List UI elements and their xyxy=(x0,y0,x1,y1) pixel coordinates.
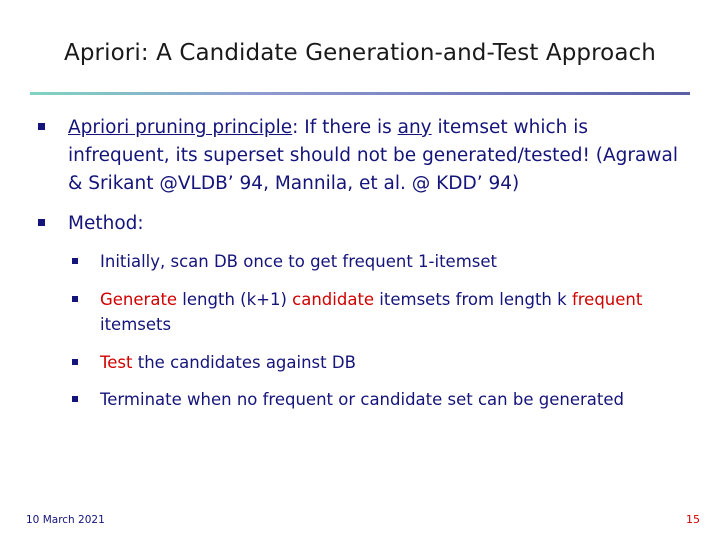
bullet-marker-icon xyxy=(72,296,78,302)
sub-bullet-segment: frequent xyxy=(571,290,643,310)
sub-bullet-item xyxy=(30,351,695,376)
sub-bullet-segment: candidate xyxy=(292,290,375,310)
bullet-marker-icon xyxy=(72,396,78,402)
title-divider xyxy=(30,92,690,95)
bullet-segment: : If there is xyxy=(292,117,398,138)
bullet-item xyxy=(30,210,695,238)
bullet-item xyxy=(30,114,695,198)
sub-bullet-item xyxy=(30,288,695,338)
sub-bullet-segment: length (k+1) xyxy=(177,290,293,310)
sub-bullet-item xyxy=(30,250,695,275)
footer-date: 10 March 2021 xyxy=(26,514,105,526)
sub-bullet-segment: Generate xyxy=(100,290,178,310)
bullet-marker-icon xyxy=(72,359,78,365)
bullet-marker-icon xyxy=(72,258,78,264)
sub-bullet-segment: the candidates against DB xyxy=(132,352,356,372)
bullet-segment: Apriori pruning principle xyxy=(68,117,293,138)
bullet-marker-icon xyxy=(38,123,45,130)
sub-bullet-segment: itemsets from length k xyxy=(374,290,572,310)
bullet-segment: any xyxy=(397,117,432,138)
sub-bullet-text: Terminate when no frequent or candidate set can be generated xyxy=(100,390,624,410)
bullet-marker-icon xyxy=(38,219,45,226)
sub-bullet-text xyxy=(100,290,642,334)
sub-bullet-list xyxy=(30,250,695,413)
bullet-text xyxy=(68,117,678,194)
sub-bullet-text xyxy=(100,353,356,372)
sub-bullet-text: Initially, scan DB once to get frequent 1-itemset xyxy=(100,252,497,272)
bullet-text: Method: xyxy=(68,213,144,235)
slide-body xyxy=(30,114,695,426)
sub-bullet-item xyxy=(30,388,695,413)
footer-page-number: 15 xyxy=(686,513,700,526)
bullet-segment: itemset which is infrequent, its superset should not be generated/tested! (Agrawal & Srikant @VLDB’ 94, Mannila, et al. @ KDD’ 94) xyxy=(68,117,678,195)
sub-bullet-segment: itemsets xyxy=(100,314,172,334)
sub-bullet-segment: Test xyxy=(100,352,133,372)
page-title: Apriori: A Candidate Generation-and-Test Approach xyxy=(64,40,656,66)
